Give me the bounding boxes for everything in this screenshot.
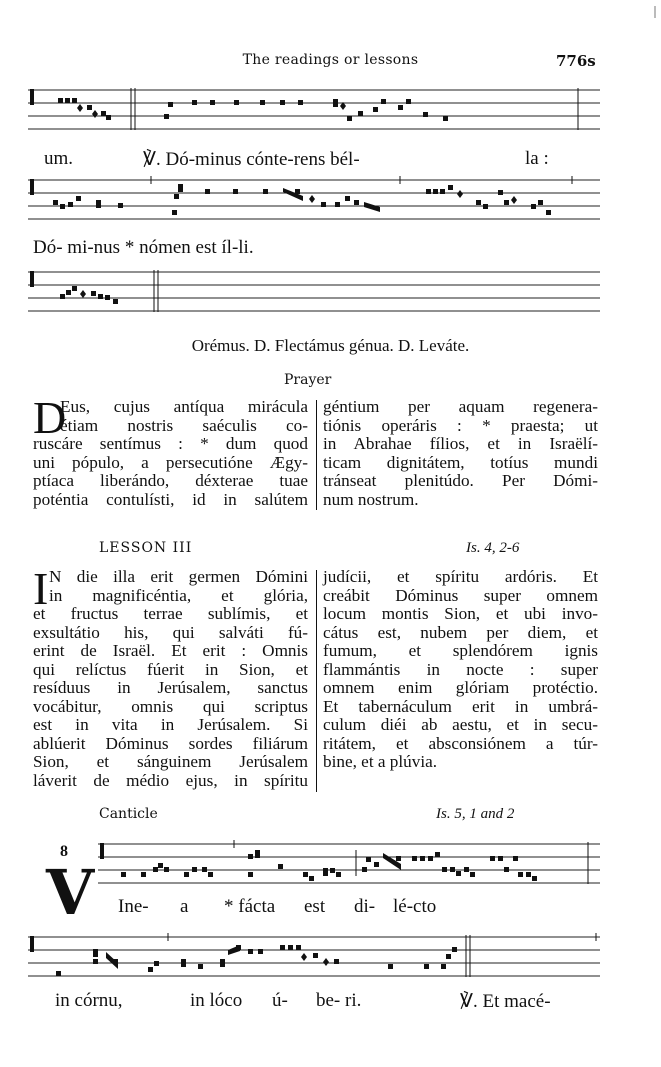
lesson-line: fumum, et splendórem ignis [323, 641, 598, 660]
prayer-line: Eus, cujus antíqua mirácula [60, 397, 308, 416]
lyric-syllable: um. [44, 148, 74, 169]
lyric-verse: ℣. Dó-minus cónte-rens bél- [143, 149, 360, 170]
prayer-line: uni pópulo, a persecutióne Ægy- [33, 452, 308, 472]
neumes [53, 184, 551, 215]
lesson-line: láverit de médio ejus, in spíritu [33, 770, 308, 790]
c-clef [30, 179, 34, 195]
c-clef [100, 843, 104, 859]
neumes [60, 286, 118, 304]
lesson-line: N die illa erit germen Dómini [49, 567, 308, 586]
lesson-line: flammántis in nocte : super [323, 659, 598, 679]
lesson-line: omnem enim glóriam protéctio. [323, 678, 598, 697]
prayer-line: ticam dignitátem, totíus mundi [323, 452, 598, 472]
prayer-line: tiónis operáris : * praesta; ut [323, 415, 598, 435]
bar-lines [168, 933, 596, 977]
lesson-line: ritátem, et absconsiónem a túr- [323, 733, 598, 753]
lyric-syllable: * fácta [224, 896, 276, 917]
lyric-syllable: Ine- [118, 896, 149, 917]
page-number: 776s [556, 52, 596, 70]
lesson-reference: Is. 4, 2-6 [466, 540, 520, 556]
lyric-syllable: ú- [272, 990, 288, 1011]
lesson-line: vocábitur, omnis qui scriptus [33, 696, 308, 716]
lesson-left-column [33, 563, 308, 790]
lyric-syllable: lé-cto [393, 896, 437, 917]
bar-lines [131, 88, 578, 130]
prayer-line: poténtia contulísti, id in salútem [33, 489, 308, 509]
lesson-line: resíduus in Jerúsalem, sanctus [33, 678, 308, 697]
lyric-syllable: di- [354, 896, 376, 917]
prayer-line: num nostrum. [323, 489, 419, 509]
lesson-line: creábit Dóminus super omnem [323, 585, 598, 605]
column-divider [316, 570, 317, 792]
lesson-line: Et tabernáculum erit in umbrá- [323, 696, 598, 716]
prayer-left-column [33, 392, 308, 509]
c-clef [30, 271, 34, 287]
staff-lines [28, 272, 600, 311]
prayer-line: ruscáre sentímus : * dum quod [33, 434, 308, 453]
lesson-line: Sion, et sánguinem Jerúsalem [33, 752, 308, 771]
prayer-line: ptíaca liberándo, déxterae tuae [33, 471, 308, 490]
prayer-line: géntium per aquam regenera- [323, 397, 598, 416]
lesson-line: culum diéi ab aestu, et in secu- [323, 715, 598, 734]
mode-number: 8 [60, 843, 68, 860]
lyric-syllable: la : [525, 148, 549, 169]
prayer-heading: Prayer [284, 372, 332, 388]
canticle-heading: Canticle [99, 806, 158, 822]
lesson-line: erint de Israël. Et erit : Omnis [33, 641, 308, 660]
lyric-syllable: in córnu, [55, 990, 123, 1011]
running-header-title: The readings or lessons [242, 52, 419, 68]
prayer-right-column [323, 398, 598, 509]
lesson-line: cátus est, nubem per diem, et [323, 622, 598, 642]
neumes [58, 98, 448, 121]
lesson-line: est in vita in Jerúsalem. Si [33, 715, 308, 734]
prayer-line: tránseat plenitúdo. Per Dómi- [323, 471, 598, 490]
oremus-line: Orémus. D. Flectámus génua. D. Leváte. [191, 336, 470, 355]
canticle-staff-2 [28, 933, 600, 983]
double-bar [154, 270, 158, 312]
lesson-dropcap: I [33, 563, 49, 614]
lyric-syllable: est [304, 896, 326, 917]
canticle-staff-1 [98, 840, 600, 890]
lesson-right-column [323, 568, 598, 772]
c-clef [30, 936, 34, 952]
lesson-line: et fructus terrae sublímis, et [33, 604, 308, 623]
canticle-initial: V [46, 856, 95, 929]
page-edge-mark [654, 6, 656, 18]
c-clef [30, 89, 34, 105]
prayer-dropcap: D [33, 392, 67, 443]
column-divider [316, 400, 317, 510]
lesson-line: exsultátio his, qui salváti fú- [33, 622, 308, 642]
neumes [121, 850, 537, 881]
lesson-line: ablúerit Dóminus sordes filiárum [33, 733, 308, 753]
chant-staff-2 [28, 176, 600, 226]
staff-lines [28, 90, 600, 129]
lesson-line: bine, et a plúvia. [323, 752, 438, 771]
staff-lines [98, 844, 600, 883]
lesson-line: in magnificéntia, et glória, [49, 585, 308, 605]
lyric-line: Dó- mi-nus * nómen est íl-li. [33, 237, 254, 258]
lesson-line: qui relíctus fúerit in Sion, et [33, 659, 308, 679]
prayer-line: étiam nostris saéculis co- [60, 415, 308, 435]
lyric-syllable: in lóco [190, 990, 243, 1011]
lesson-line: locum montis Sion, et ubi invo- [323, 604, 598, 623]
canticle-reference: Is. 5, 1 and 2 [436, 806, 515, 822]
chant-staff-3 [28, 268, 600, 318]
lyric-verse: ℣. Et macé- [460, 991, 551, 1012]
lyric-syllable: be- ri. [316, 990, 362, 1011]
lesson-line: judícii, et spíritu ardóris. Et [323, 567, 598, 586]
chant-staff-1 [28, 86, 600, 136]
lesson-heading: LESSON III [99, 540, 193, 556]
lyric-syllable: a [180, 896, 189, 917]
prayer-line: in Abrahae fílios, et in Israëlí- [323, 434, 598, 453]
